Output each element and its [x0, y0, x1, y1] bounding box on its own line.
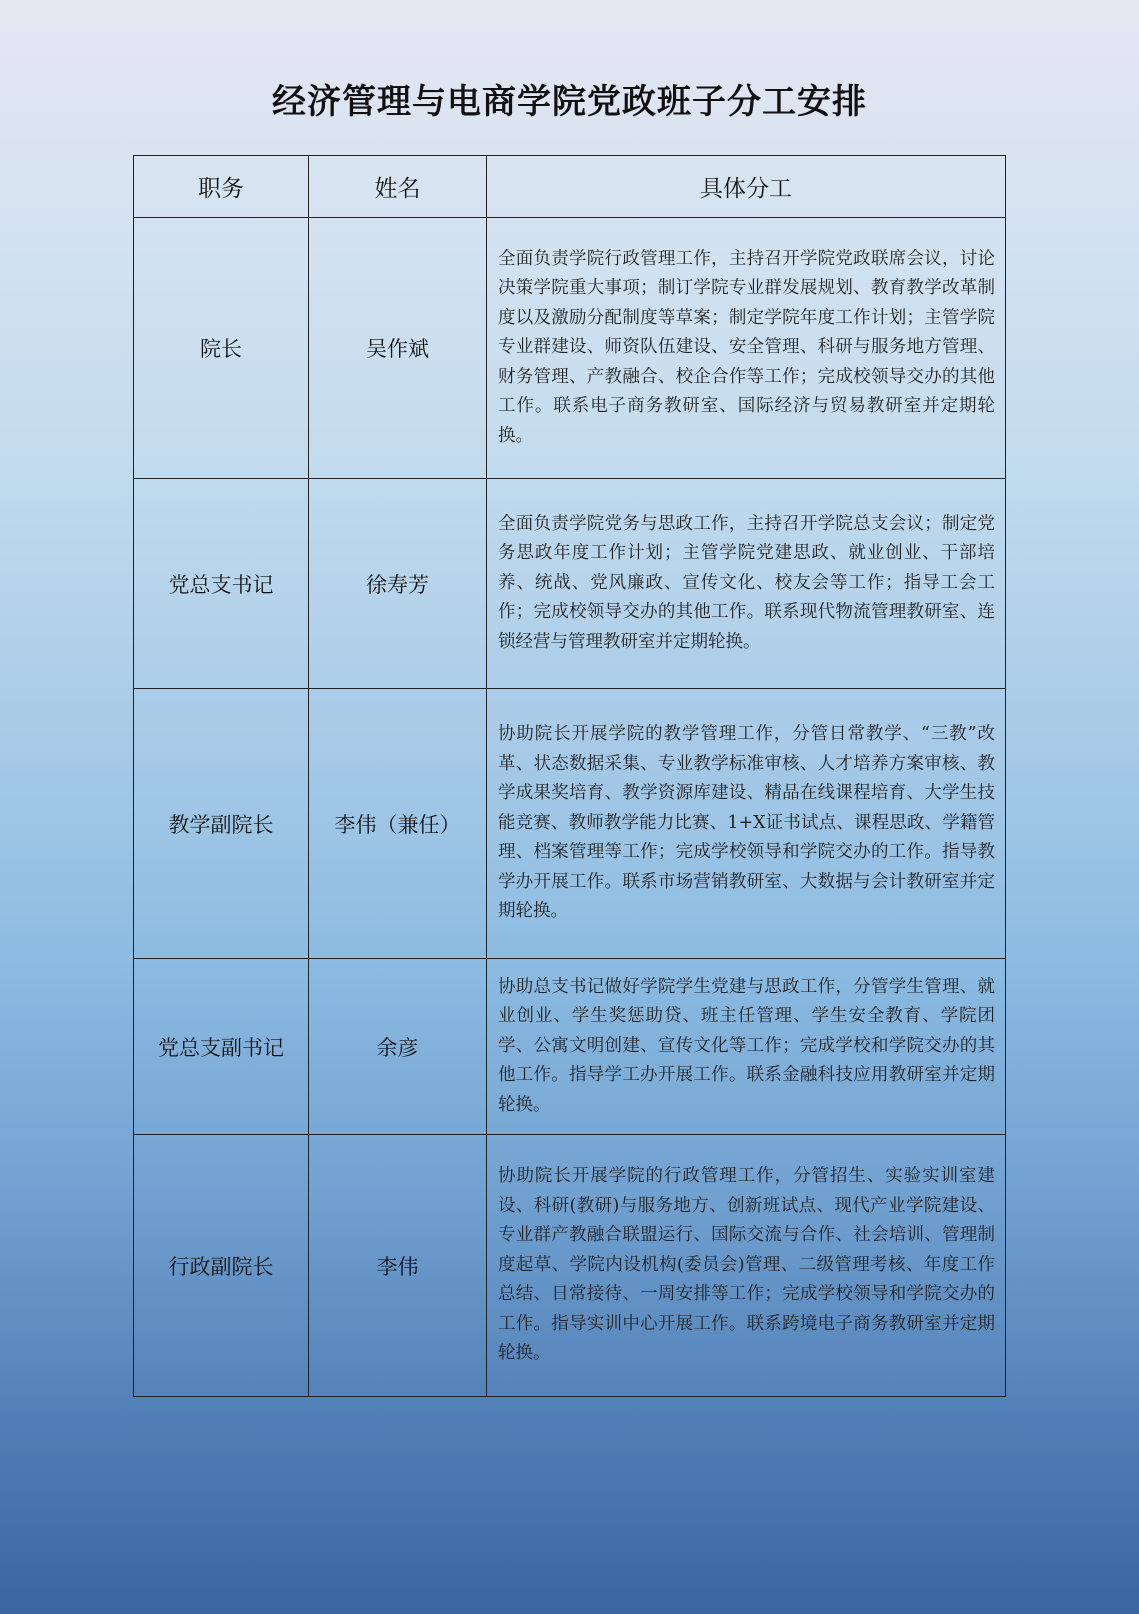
- table-row: [134, 959, 1006, 1135]
- table-row: [134, 479, 1006, 689]
- division-table-wrapper: [133, 155, 1005, 1397]
- cell-duty: 协助院长开展学院的行政管理工作，分管招生、实验实训室建设、科研(教研)与服务地方、创新班试点、现代产业学院建设、专业群产教融合联盟运行、国际交流与合作、社会培训、管理制度起草、学院内设机构(委员会)管理、二级管理考核、年度工作总结、日常接待、一周安排等工作；完成学校领导和学院交办的工作。指导实训中心开展工作。联系跨境电子商务教研室并定期轮换。: [487, 1135, 1006, 1397]
- header-duty: 具体分工: [487, 156, 1006, 218]
- division-table: [133, 155, 1006, 1397]
- cell-duty: 全面负责学院党务与思政工作，主持召开学院总支会议；制定党务思政年度工作计划；主管学院党建思政、就业创业、干部培养、统战、党风廉政、宣传文化、校友会等工作；指导工会工作；完成校领导交办的其他工作。联系现代物流管理教研室、连锁经营与管理教研室并定期轮换。: [487, 479, 1006, 689]
- page-title: 经济管理与电商学院党政班子分工安排: [272, 82, 867, 122]
- table-row: [134, 689, 1006, 959]
- table-row: [134, 1135, 1006, 1397]
- header-role: 职务: [134, 156, 309, 218]
- cell-role: 行政副院长: [134, 1135, 309, 1397]
- cell-duty: 全面负责学院行政管理工作，主持召开学院党政联席会议，讨论决策学院重大事项；制订学院专业群发展规划、教育教学改革制度以及激励分配制度等草案；制定学院年度工作计划；主管学院专业群建设、师资队伍建设、安全管理、科研与服务地方管理、财务管理、产教融合、校企合作等工作；完成校领导交办的其他工作。联系电子商务教研室、国际经济与贸易教研室并定期轮换。: [487, 218, 1006, 479]
- cell-name: 李伟（兼任）: [309, 689, 487, 959]
- cell-role: 党总支书记: [134, 479, 309, 689]
- cell-name: 余彦: [309, 959, 487, 1135]
- cell-duty: 协助总支书记做好学院学生党建与思政工作，分管学生管理、就业创业、学生奖惩助贷、班主任管理、学生安全教育、学院团学、公寓文明创建、宣传文化等工作；完成学校和学院交办的其他工作。指导学工办开展工作。联系金融科技应用教研室并定期轮换。: [487, 959, 1006, 1135]
- cell-name: 李伟: [309, 1135, 487, 1397]
- table-header-row: [134, 156, 1006, 218]
- cell-role: 教学副院长: [134, 689, 309, 959]
- table-row: [134, 218, 1006, 479]
- cell-name: 吴作斌: [309, 218, 487, 479]
- cell-duty: 协助院长开展学院的教学管理工作，分管日常教学、“三教”改革、状态数据采集、专业教学标准审核、人才培养方案审核、教学成果奖培育、教学资源库建设、精品在线课程培育、大学生技能竞赛、教师教学能力比赛、1+X证书试点、课程思政、学籍管理、档案管理等工作；完成学校领导和学院交办的工作。指导教学办开展工作。联系市场营销教研室、大数据与会计教研室并定期轮换。: [487, 689, 1006, 959]
- cell-name: 徐寿芳: [309, 479, 487, 689]
- header-name: 姓名: [309, 156, 487, 218]
- cell-role: 院长: [134, 218, 309, 479]
- cell-role: 党总支副书记: [134, 959, 309, 1135]
